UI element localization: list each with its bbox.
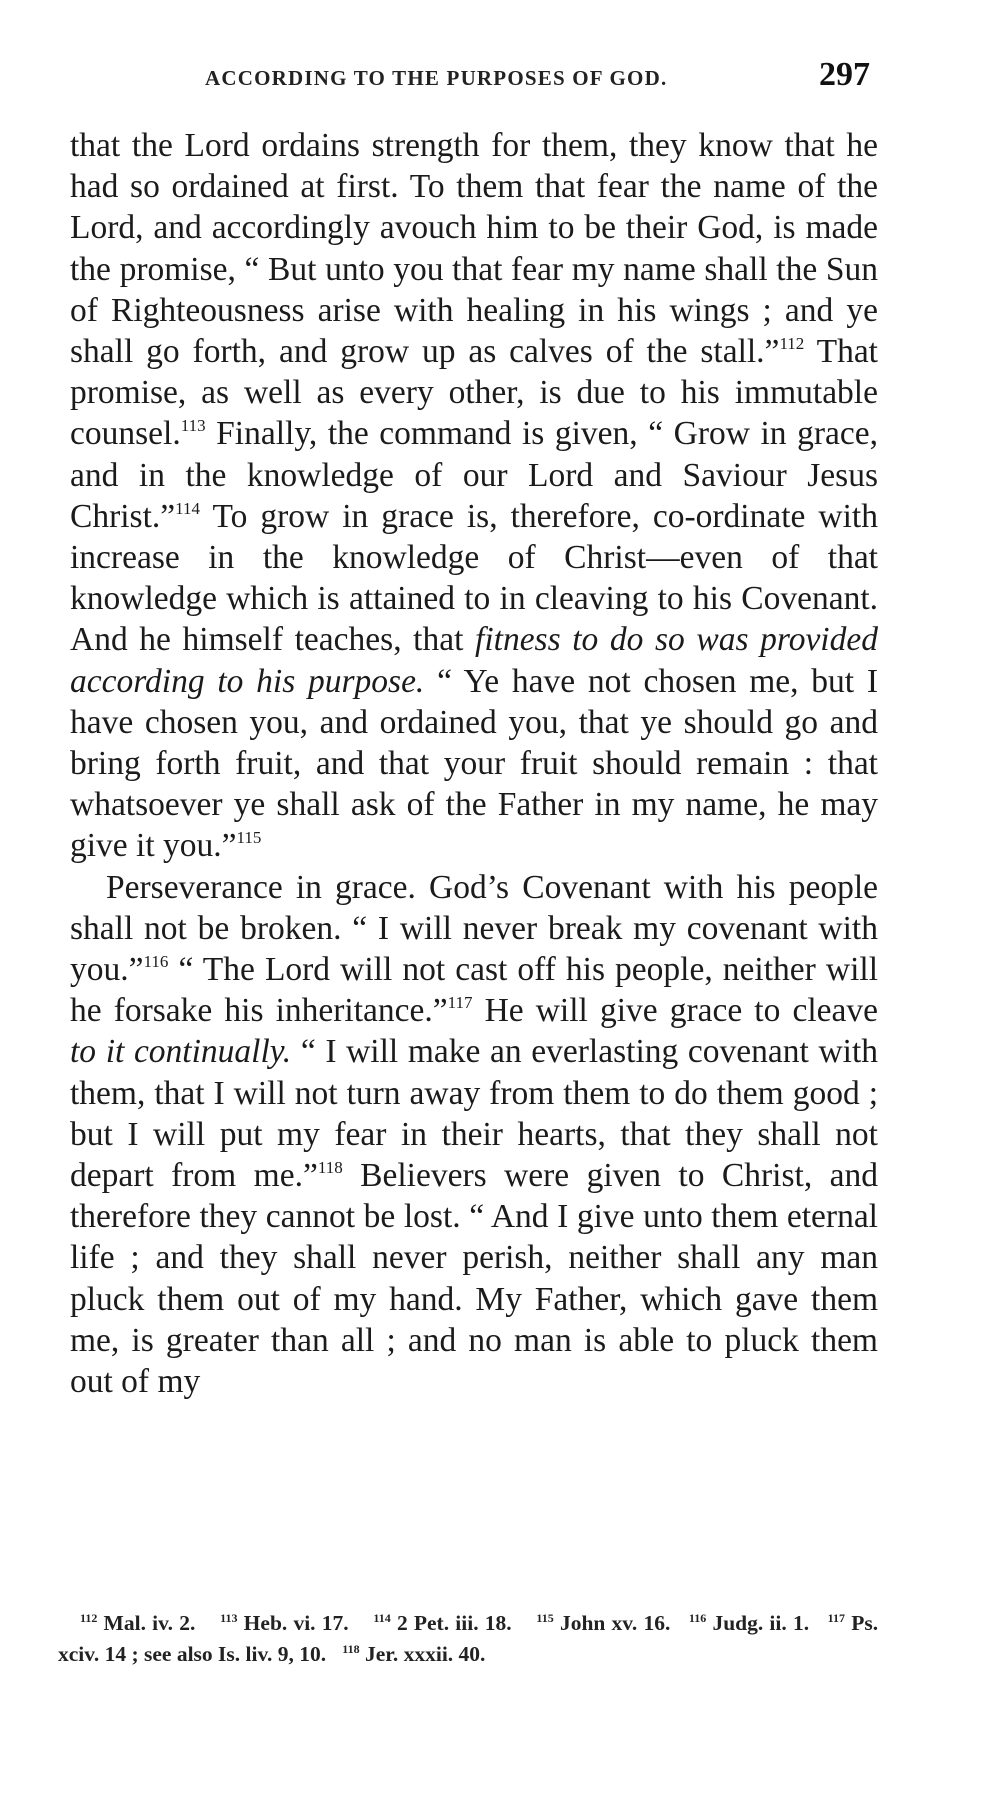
footnote-item — [536, 1611, 670, 1635]
italic-text-run: to it continually. — [70, 1033, 292, 1071]
footnote-item — [373, 1611, 511, 1635]
footnote-ref: 118 — [317, 1158, 343, 1178]
footnote-ref: 113 — [180, 416, 206, 436]
text-run: “ The Lord will not cast off his people, neither will he forsake his inheritance.” — [70, 951, 878, 1030]
footnote-ref: 116 — [143, 952, 169, 972]
footnotes — [58, 1608, 878, 1670]
footnote-number: 117 — [827, 1611, 845, 1625]
footnote-text: 2 Pet. iii. 18. — [396, 1611, 512, 1635]
footnote-text: Judg. ii. 1. — [712, 1611, 810, 1635]
text-run: Perseverance in grace. God’s Covenant with his people shall not be broken. “ I will never break my covenant with you.” — [70, 868, 878, 989]
footnote-list — [58, 1608, 878, 1670]
text-run: To grow in grace is, therefore, co-ordinate with increase in the knowledge of Christ—even of that knowledge which is attained to in cleaving to his Covenant. And he himself teaches, that — [70, 497, 878, 659]
paragraph-growth-in-grace — [70, 125, 878, 867]
text-run: that the Lord ordains strength for them, they know that he had so ordained at first. To them that fear the name of the Lord, and accordingly avouch him to be their God, is made the promise, “ But unto you that fear my name shall the Sun of Righteousness arise with healing in his wings ; and ye shall go forth, and grow up as calves of the stall.” — [70, 127, 878, 371]
footnote-number: 118 — [342, 1642, 360, 1656]
footnote-text: Mal. iv. 2. — [103, 1611, 196, 1635]
text-run: “ Ye have not chosen me, but I have chosen you, and ordained you, that ye should go and bring forth fruit, and that your fruit should remain : that whatsoever ye shall ask of the Father in my name, he may give it you.” — [70, 662, 878, 865]
footnote-number: 116 — [688, 1611, 707, 1625]
text-run: “ I will make an everlasting covenant with them, that I will not turn away from them to do them good ; but I will put my fear in their hearts, that they shall not depart from me.” — [70, 1033, 878, 1195]
running-head — [70, 56, 870, 98]
footnote-text: John xv. 16. — [559, 1611, 671, 1635]
text-run: That promise, as well as every other, is due to his immutable counsel. — [70, 333, 878, 453]
text-run: Finally, the command is given, “ Grow in grace, and in the knowledge of our Lord and Saviour Jesus Christ.” — [70, 415, 878, 535]
text-run: He will give grace to cleave — [472, 992, 878, 1030]
body-text — [70, 125, 878, 1402]
footnote-ref: 112 — [779, 334, 805, 354]
footnote-text: Heb. vi. 17. — [243, 1611, 349, 1635]
footnote-item — [220, 1611, 349, 1635]
footnote-number: 114 — [373, 1611, 391, 1625]
footnote-item — [689, 1611, 809, 1635]
footnote-number: 113 — [220, 1611, 238, 1625]
footnote-ref: 115 — [236, 828, 262, 848]
italic-text-run: fitness to do so was provided according to his purpose. — [70, 621, 878, 700]
footnote-ref: 114 — [175, 498, 201, 518]
footnote-ref: 117 — [447, 993, 473, 1013]
footnote-text: Jer. xxxii. 40. — [365, 1642, 486, 1666]
text-run: Believers were given to Christ, and therefore they cannot be lost. “ And I give unto them eternal life ; and they shall never perish, neither shall any man pluck them out of my hand. My Father, which gave them me, is greater than all ; and no man is able to pluck them out of my — [70, 1157, 878, 1401]
footnote-item — [80, 1611, 195, 1635]
page-number: 297 — [819, 56, 870, 93]
running-title: ACCORDING TO THE PURPOSES OF GOD. — [205, 66, 668, 90]
footnote-number: 112 — [80, 1611, 98, 1625]
footnote-item — [342, 1642, 485, 1666]
footnote-text: Ps. xciv. 14 ; see also Is. liv. 9, 10. — [58, 1611, 879, 1666]
footnote-number: 115 — [536, 1611, 554, 1625]
paragraph-perseverance — [70, 867, 878, 1403]
